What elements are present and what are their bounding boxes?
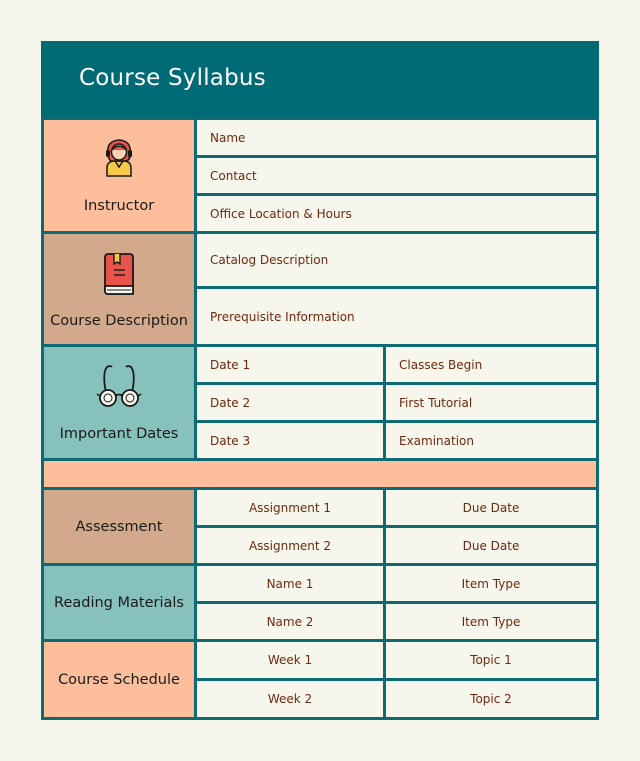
- assignment-2-due: Due Date: [462, 538, 520, 553]
- topic-2: Topic 2: [470, 692, 512, 706]
- reading-name-2: Name 2: [266, 614, 314, 629]
- syllabus-table: [41, 41, 599, 720]
- section-divider-bar: [44, 461, 596, 487]
- assignment-2-due-cell: [386, 528, 596, 563]
- date-1-event: Classes Begin: [399, 357, 483, 372]
- reading-name-1-cell: [197, 566, 383, 601]
- date-1-event-cell: [386, 347, 596, 382]
- topic-2-cell: [386, 681, 596, 717]
- prerequisite-info-cell: [197, 289, 596, 344]
- assessment-label: Assessment: [75, 518, 163, 535]
- important-dates-label: Important Dates: [59, 426, 179, 442]
- assessment-label-cell: [44, 490, 194, 563]
- reading-type-1: Item Type: [461, 576, 521, 591]
- week-2: Week 2: [267, 692, 313, 706]
- date-1-cell: [197, 347, 383, 382]
- instructor-office-cell: [197, 196, 596, 231]
- instructor-label: Instructor: [83, 198, 155, 214]
- instructor-contact-cell: [197, 158, 596, 193]
- title-bar: [41, 41, 599, 118]
- reading-type-2-cell: [386, 604, 596, 639]
- reading-materials-label-cell: [44, 566, 194, 639]
- assignment-1: Assignment 1: [248, 500, 332, 515]
- week-2-cell: [197, 681, 383, 717]
- instructor-office: Office Location & Hours: [210, 206, 352, 221]
- topic-1: Topic 1: [470, 653, 512, 667]
- date-3: Date 3: [210, 433, 251, 448]
- reading-name-2-cell: [197, 604, 383, 639]
- date-2-event: First Tutorial: [399, 395, 473, 410]
- date-3-cell: [197, 423, 383, 458]
- reading-materials-label: Reading Materials: [54, 594, 184, 611]
- topic-1-cell: [386, 642, 596, 678]
- course-description-label-cell: [44, 234, 194, 344]
- instructor-contact: Contact: [210, 168, 257, 183]
- course-description-label: Course Description: [50, 313, 188, 329]
- course-schedule-label: Course Schedule: [58, 671, 180, 688]
- assignment-2-cell: [197, 528, 383, 563]
- date-2-cell: [197, 385, 383, 420]
- date-1: Date 1: [210, 357, 251, 372]
- assignment-1-cell: [197, 490, 383, 525]
- glasses-icon: [94, 363, 144, 409]
- support-agent-icon: [101, 137, 137, 177]
- reading-type-1-cell: [386, 566, 596, 601]
- catalog-description-cell: [197, 234, 596, 286]
- assignment-1-due: Due Date: [462, 500, 520, 515]
- page-title: Course Syllabus: [79, 65, 266, 91]
- reading-type-2: Item Type: [461, 614, 521, 629]
- instructor-label-cell: [44, 120, 194, 231]
- week-1-cell: [197, 642, 383, 678]
- instructor-name-cell: [197, 120, 596, 155]
- assignment-2: Assignment 2: [248, 538, 332, 553]
- date-3-event: Examination: [399, 433, 475, 448]
- date-2-event-cell: [386, 385, 596, 420]
- assignment-1-due-cell: [386, 490, 596, 525]
- catalog-description: Catalog Description: [210, 253, 329, 267]
- date-2: Date 2: [210, 395, 251, 410]
- prerequisite-info: Prerequisite Information: [210, 309, 355, 324]
- important-dates-label-cell: [44, 347, 194, 458]
- instructor-name: Name: [210, 130, 246, 145]
- book-icon: [103, 252, 135, 296]
- week-1: Week 1: [267, 653, 313, 667]
- reading-name-1: Name 1: [266, 576, 314, 591]
- date-3-event-cell: [386, 423, 596, 458]
- course-schedule-label-cell: [44, 642, 194, 717]
